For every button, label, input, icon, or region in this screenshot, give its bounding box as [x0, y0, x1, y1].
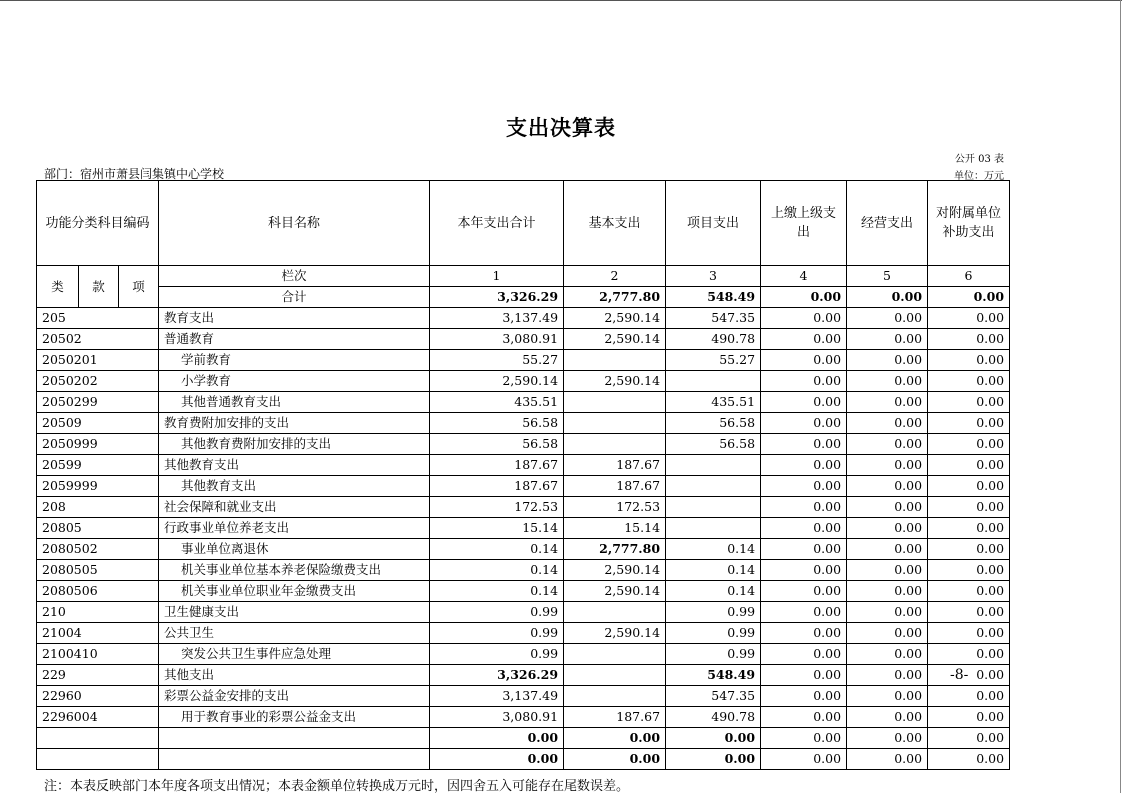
row-value: 435.51: [430, 392, 564, 413]
row-value: 547.35: [666, 308, 761, 329]
row-value: 0.00: [928, 434, 1010, 455]
row-value: 0.00: [761, 497, 847, 518]
row-name: 突发公共卫生事件应急处理: [159, 644, 430, 665]
row-value: 0.00: [847, 455, 928, 476]
header-col-6: 对附属单位补助支出: [928, 181, 1010, 266]
row-value: 3,080.91: [430, 329, 564, 350]
page-number: -8-: [950, 667, 969, 683]
row-code: 205: [37, 308, 159, 329]
row-code: 2100410: [37, 644, 159, 665]
header-xiang: 项: [119, 266, 159, 308]
row-value: 0.14: [666, 581, 761, 602]
row-value: 0.14: [430, 581, 564, 602]
row-value: 0.00: [928, 413, 1010, 434]
row-value: 187.67: [564, 476, 666, 497]
row-value: 0.14: [430, 560, 564, 581]
row-code: 210: [37, 602, 159, 623]
row-value: 0.00: [928, 539, 1010, 560]
row-value: 0.00: [847, 707, 928, 728]
row-value: 0.00: [928, 602, 1010, 623]
row-name: 社会保障和就业支出: [159, 497, 430, 518]
row-value: 56.58: [666, 413, 761, 434]
row-name: [159, 728, 430, 749]
row-value: 0.00: [847, 350, 928, 371]
row-name: 机关事业单位基本养老保险缴费支出: [159, 560, 430, 581]
row-value: 0.00: [847, 665, 928, 686]
row-code: 2050202: [37, 371, 159, 392]
row-value: 0.00: [847, 749, 928, 770]
row-value: 0.00: [761, 539, 847, 560]
row-value: 3,326.29: [430, 665, 564, 686]
row-value: 0.00: [847, 308, 928, 329]
row-value: 547.35: [666, 686, 761, 707]
total-value: 548.49: [666, 287, 761, 308]
row-value: 187.67: [564, 455, 666, 476]
row-value: 0.00: [928, 581, 1010, 602]
row-value: 0.00: [761, 455, 847, 476]
row-value: [564, 392, 666, 413]
row-value: 0.00: [761, 602, 847, 623]
row-value: 0.00: [928, 665, 1010, 686]
row-name: 用于教育事业的彩票公益金支出: [159, 707, 430, 728]
row-value: 0.00: [666, 749, 761, 770]
top-border: [0, 0, 1122, 1]
row-value: 0.00: [666, 728, 761, 749]
row-value: 490.78: [666, 329, 761, 350]
row-name: 其他普通教育支出: [159, 392, 430, 413]
row-value: 0.99: [666, 602, 761, 623]
row-value: 0.00: [928, 371, 1010, 392]
table-row: [37, 350, 1010, 371]
row-value: 0.00: [847, 476, 928, 497]
row-name: 其他教育支出: [159, 476, 430, 497]
table-row: [37, 707, 1010, 728]
expenditure-table: [36, 180, 1010, 770]
row-code: 20502: [37, 329, 159, 350]
row-value: 0.00: [761, 644, 847, 665]
table-row: [37, 728, 1010, 749]
row-value: [666, 497, 761, 518]
row-value: 0.00: [847, 581, 928, 602]
header-col-3: 项目支出: [666, 181, 761, 266]
col-number: 3: [666, 266, 761, 287]
row-value: 0.00: [928, 497, 1010, 518]
total-value: 3,326.29: [430, 287, 564, 308]
row-code: 2080506: [37, 581, 159, 602]
table-row: [37, 434, 1010, 455]
row-code: 20599: [37, 455, 159, 476]
table-row: [37, 644, 1010, 665]
row-value: 56.58: [666, 434, 761, 455]
row-value: 0.00: [847, 623, 928, 644]
row-code: 20805: [37, 518, 159, 539]
row-code: 2050201: [37, 350, 159, 371]
row-value: 0.00: [761, 560, 847, 581]
table-row: [37, 455, 1010, 476]
row-value: 2,590.14: [564, 581, 666, 602]
row-name: 学前教育: [159, 350, 430, 371]
row-value: 172.53: [430, 497, 564, 518]
table-row: [37, 476, 1010, 497]
row-value: 0.00: [761, 308, 847, 329]
row-code: [37, 749, 159, 770]
row-code: 20509: [37, 413, 159, 434]
row-value: 0.00: [928, 749, 1010, 770]
row-code: 2296004: [37, 707, 159, 728]
row-value: 2,590.14: [564, 308, 666, 329]
header-col-5: 经营支出: [847, 181, 928, 266]
row-value: 0.00: [430, 728, 564, 749]
row-value: 2,590.14: [564, 560, 666, 581]
row-code: 2080505: [37, 560, 159, 581]
department-label: 部门：宿州市萧县闫集镇中心学校: [44, 167, 225, 181]
total-row: [37, 287, 1010, 308]
row-value: [666, 518, 761, 539]
row-value: 0.00: [928, 560, 1010, 581]
row-value: 0.14: [666, 539, 761, 560]
col-number: 4: [761, 266, 847, 287]
row-value: 0.00: [928, 308, 1010, 329]
total-label: 合计: [159, 287, 430, 308]
row-value: 0.00: [847, 497, 928, 518]
row-value: 0.00: [761, 350, 847, 371]
row-value: 0.00: [928, 686, 1010, 707]
row-code: 2059999: [37, 476, 159, 497]
header-lei: 类: [37, 266, 79, 308]
row-value: 548.49: [666, 665, 761, 686]
row-value: [564, 413, 666, 434]
form-code: 公开 03 表: [954, 154, 1004, 165]
row-value: 0.00: [928, 455, 1010, 476]
row-code: 229: [37, 665, 159, 686]
row-value: 0.14: [666, 560, 761, 581]
row-value: 0.00: [847, 434, 928, 455]
row-value: 15.14: [564, 518, 666, 539]
row-value: 0.00: [928, 623, 1010, 644]
table-row: [37, 560, 1010, 581]
row-name: 彩票公益金安排的支出: [159, 686, 430, 707]
row-value: 0.00: [928, 392, 1010, 413]
column-number-row: [37, 266, 1010, 287]
table-row: [37, 623, 1010, 644]
row-value: [666, 455, 761, 476]
row-value: 0.00: [761, 329, 847, 350]
row-value: 0.99: [430, 602, 564, 623]
row-value: 0.00: [761, 665, 847, 686]
row-value: 0.00: [847, 329, 928, 350]
table-row: [37, 518, 1010, 539]
header-name: 科目名称: [159, 181, 430, 266]
row-name: 卫生健康支出: [159, 602, 430, 623]
row-value: 0.00: [847, 728, 928, 749]
row-value: 435.51: [666, 392, 761, 413]
row-value: 490.78: [666, 707, 761, 728]
row-name: 其他教育费附加安排的支出: [159, 434, 430, 455]
row-value: 0.00: [847, 539, 928, 560]
row-value: [564, 350, 666, 371]
row-value: 0.00: [761, 518, 847, 539]
col-number: 2: [564, 266, 666, 287]
row-value: 0.00: [847, 560, 928, 581]
row-value: 0.00: [761, 686, 847, 707]
row-name: 普通教育: [159, 329, 430, 350]
row-value: 0.00: [928, 476, 1010, 497]
row-value: 3,080.91: [430, 707, 564, 728]
row-value: 0.00: [761, 392, 847, 413]
total-value: 0.00: [928, 287, 1010, 308]
row-code: 208: [37, 497, 159, 518]
header-kuan: 款: [79, 266, 119, 308]
row-value: [564, 665, 666, 686]
row-value: 0.00: [847, 686, 928, 707]
row-value: 56.58: [430, 413, 564, 434]
row-value: 56.58: [430, 434, 564, 455]
row-value: 0.00: [761, 749, 847, 770]
row-value: 0.00: [928, 329, 1010, 350]
row-value: 2,590.14: [564, 623, 666, 644]
header-col-1: 本年支出合计: [430, 181, 564, 266]
total-value: 2,777.80: [564, 287, 666, 308]
row-value: 0.00: [928, 644, 1010, 665]
row-name: 行政事业单位养老支出: [159, 518, 430, 539]
row-name: 其他教育支出: [159, 455, 430, 476]
row-value: 3,137.49: [430, 308, 564, 329]
row-value: 0.00: [847, 644, 928, 665]
table-row: [37, 308, 1010, 329]
col-number: 1: [430, 266, 564, 287]
header-code: 功能分类科目编码: [37, 181, 159, 266]
row-value: 0.00: [761, 413, 847, 434]
row-value: 0.00: [761, 707, 847, 728]
row-name: [159, 749, 430, 770]
row-code: [37, 728, 159, 749]
row-value: [564, 644, 666, 665]
row-value: 0.00: [761, 728, 847, 749]
unit-label: 单位：万元: [954, 171, 1004, 182]
table-row: [37, 602, 1010, 623]
row-value: 3,137.49: [430, 686, 564, 707]
row-value: 0.00: [430, 749, 564, 770]
row-value: 2,777.80: [564, 539, 666, 560]
row-value: 2,590.14: [564, 371, 666, 392]
row-value: 0.00: [847, 413, 928, 434]
row-value: 0.00: [847, 371, 928, 392]
total-value: 0.00: [761, 287, 847, 308]
row-name: 其他支出: [159, 665, 430, 686]
row-value: 55.27: [430, 350, 564, 371]
row-value: 2,590.14: [564, 329, 666, 350]
row-value: 0.00: [847, 392, 928, 413]
row-name: 机关事业单位职业年金缴费支出: [159, 581, 430, 602]
row-value: 0.00: [761, 434, 847, 455]
header-col-2: 基本支出: [564, 181, 666, 266]
row-name: 小学教育: [159, 371, 430, 392]
row-value: 2,590.14: [430, 371, 564, 392]
row-name: 公共卫生: [159, 623, 430, 644]
row-value: 0.00: [847, 518, 928, 539]
row-value: 0.00: [928, 518, 1010, 539]
col-number: 6: [928, 266, 1010, 287]
table-row: [37, 665, 1010, 686]
row-value: 0.00: [761, 476, 847, 497]
row-value: [564, 602, 666, 623]
header-col-4: 上缴上级支出: [761, 181, 847, 266]
row-value: 0.00: [928, 350, 1010, 371]
table-row: [37, 539, 1010, 560]
row-value: 0.14: [430, 539, 564, 560]
row-code: 22960: [37, 686, 159, 707]
row-value: 0.00: [761, 623, 847, 644]
table-row: [37, 581, 1010, 602]
table-row: [37, 371, 1010, 392]
row-value: 0.00: [564, 728, 666, 749]
row-code: 2050299: [37, 392, 159, 413]
row-value: 15.14: [430, 518, 564, 539]
row-value: 0.99: [666, 623, 761, 644]
header-row: [37, 181, 1010, 266]
row-value: [666, 476, 761, 497]
table-row: [37, 392, 1010, 413]
row-name: 教育支出: [159, 308, 430, 329]
row-value: 187.67: [430, 476, 564, 497]
row-value: [666, 371, 761, 392]
table-row: [37, 413, 1010, 434]
total-value: 0.00: [847, 287, 928, 308]
row-value: 0.00: [761, 581, 847, 602]
footnote: 注：本表反映部门本年度各项支出情况；本表金额单位转换成万元时，因四舍五入可能存在尾数误差。: [44, 779, 630, 794]
row-value: 0.99: [430, 644, 564, 665]
row-value: 172.53: [564, 497, 666, 518]
row-value: 0.00: [761, 371, 847, 392]
page-title: 支出决算表: [506, 116, 616, 140]
row-value: 187.67: [430, 455, 564, 476]
row-value: 0.99: [666, 644, 761, 665]
row-value: 55.27: [666, 350, 761, 371]
row-code: 21004: [37, 623, 159, 644]
table-row: [37, 686, 1010, 707]
row-value: [564, 434, 666, 455]
row-value: 187.67: [564, 707, 666, 728]
row-name: 教育费附加安排的支出: [159, 413, 430, 434]
row-value: 0.99: [430, 623, 564, 644]
row-code: 2050999: [37, 434, 159, 455]
row-value: 0.00: [847, 602, 928, 623]
table-row: [37, 329, 1010, 350]
row-value: 0.00: [564, 749, 666, 770]
col-number: 5: [847, 266, 928, 287]
table-row: [37, 497, 1010, 518]
row-code: 2080502: [37, 539, 159, 560]
row-value: 0.00: [928, 728, 1010, 749]
row-value: 0.00: [928, 707, 1010, 728]
table-row: [37, 749, 1010, 770]
row-value: [564, 686, 666, 707]
row-name: 事业单位离退休: [159, 539, 430, 560]
header-lanci: 栏次: [159, 266, 430, 287]
